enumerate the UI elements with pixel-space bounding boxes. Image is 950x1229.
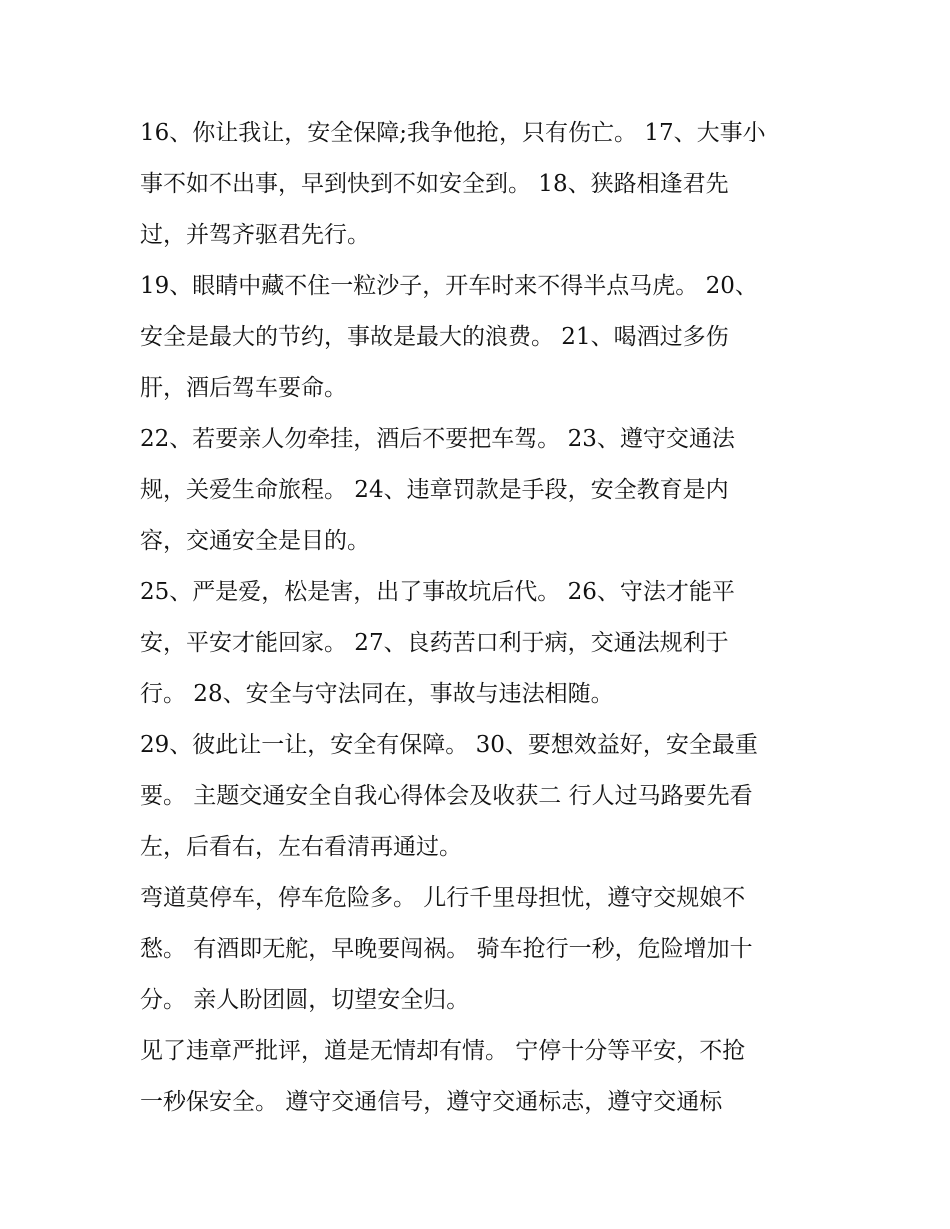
text-line: 25、严是爱，松是害，出了事故坑后代。 26、守法才能平 xyxy=(140,579,735,605)
document-body xyxy=(140,108,820,1128)
text-line: 16、你让我让，安全保障;我争他抢，只有伤亡。 17、大事小 xyxy=(140,120,766,146)
text-line: 弯道莫停车，停车危险多。 儿行千里母担忧，遵守交规娘不 xyxy=(140,885,746,911)
text-line: 安，平安才能回家。 27、良药苦口利于病，交通法规利于 xyxy=(140,630,729,656)
text-line: 左，后看右，左右看清再通过。 xyxy=(140,834,462,860)
text-line: 22、若要亲人勿牵挂，酒后不要把车驾。 23、遵守交通法 xyxy=(140,426,735,452)
text-line: 29、彼此让一让，安全有保障。 30、要想效益好，安全最重 xyxy=(140,732,758,758)
text-line: 肝，酒后驾车要命。 xyxy=(140,375,347,401)
text-line: 愁。 有酒即无舵，早晚要闯祸。 骑车抢行一秒，危险增加十 xyxy=(140,936,753,962)
text-line: 容，交通安全是目的。 xyxy=(140,528,370,554)
text-line: 事不如不出事，早到快到不如安全到。 18、狭路相逢君先 xyxy=(140,171,729,197)
text-line: 一秒保安全。 遵守交通信号，遵守交通标志，遵守交通标 xyxy=(140,1089,723,1115)
text-line: 行。 28、安全与守法同在，事故与违法相随。 xyxy=(140,681,614,707)
text-line: 规，关爱生命旅程。 24、违章罚款是手段，安全教育是内 xyxy=(140,477,729,503)
text-line: 过，并驾齐驱君先行。 xyxy=(140,222,370,248)
text-line: 19、眼睛中藏不住一粒沙子，开车时来不得半点马虎。 20、 xyxy=(140,273,758,299)
text-line: 要。 主题交通安全自我心得体会及收获二 行人过马路要先看 xyxy=(140,783,753,809)
text-line: 安全是最大的节约，事故是最大的浪费。 21、喝酒过多伤 xyxy=(140,324,729,350)
text-line: 分。 亲人盼团圆，切望安全归。 xyxy=(140,987,470,1013)
text-line: 见了违章严批评，道是无情却有情。 宁停十分等平安，不抢 xyxy=(140,1038,746,1064)
